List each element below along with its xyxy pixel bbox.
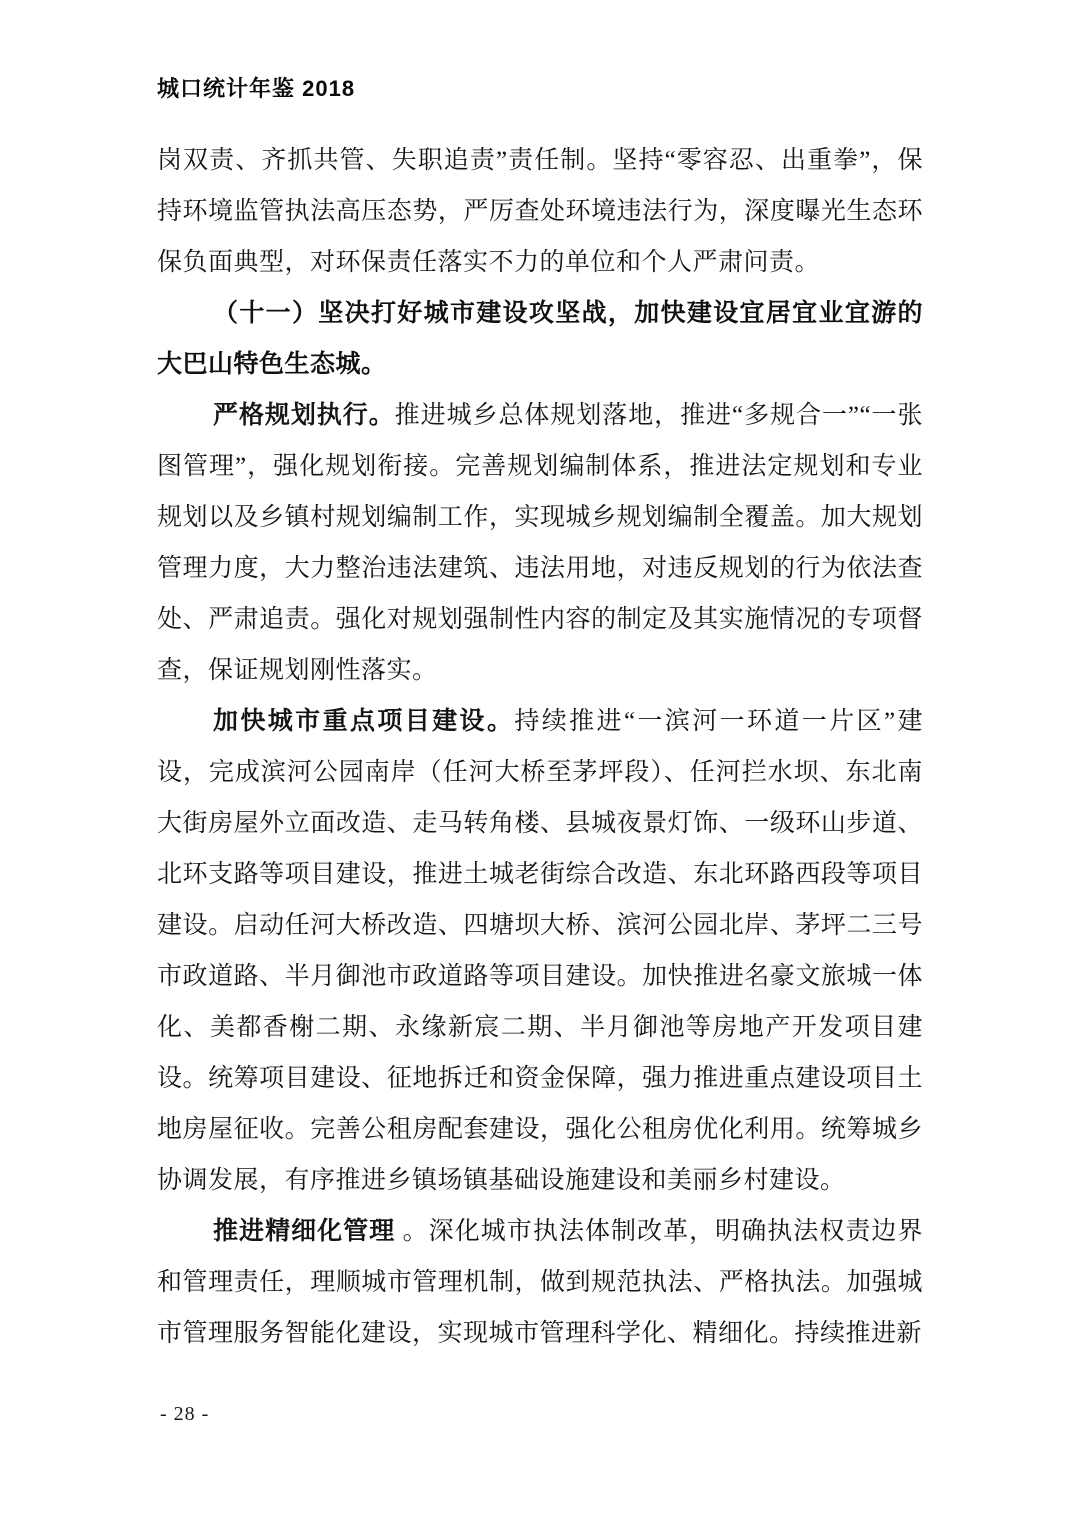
text-run: 加快城市重点项目建设。 xyxy=(213,707,515,735)
paragraph xyxy=(157,696,923,1206)
paragraph xyxy=(157,1206,923,1359)
paragraph xyxy=(157,288,923,390)
text-run: 推进城乡总体规划落地，推进“多规合一”“一张图管理”，强化规划衔接。完善规划编制体系，推进法定规划和专业规划以及乡镇村规划编制工作，实现城乡规划编制全覆盖。加大规划管理力度，大力整治违法建筑、违法用地，对违反规划的行为依法查处、严肃追责。强化对规划强制性内容的制定及其实施情况的专项督查，保证规划刚性落实。 xyxy=(157,402,923,684)
document-body xyxy=(157,135,923,1359)
paragraph xyxy=(157,390,923,696)
text-run: 岗双责、齐抓共管、失职追责”责任制。坚持“零容忍、出重拳”，保持环境监管执法高压态势，严厉查处环境违法行为，深度曝光生态环保负面典型，对环保责任落实不力的单位和个人严肃问责。 xyxy=(157,147,923,276)
text-run: 推进精细化管理 xyxy=(213,1217,396,1245)
paragraph xyxy=(157,135,923,288)
page-header-title: 城口统计年鉴 2018 xyxy=(157,76,356,101)
text-run: 严格规划执行。 xyxy=(213,401,395,429)
text-run: （十一）坚决打好城市建设攻坚战，加快建设宜居宜业宜游的大巴山特色生态城。 xyxy=(157,300,923,378)
text-run: 持续推进“一滨河一环道一片区”建设，完成滨河公园南岸（任河大桥至茅坪段）、任河拦水坝、东北南大街房屋外立面改造、走马转角楼、县城夜景灯饰、一级环山步道、北环支路等项目建设，推进土城老街综合改造、东北环路西段等项目建设。启动任河大桥改造、四塘坝大桥、滨河公园北岸、茅坪二三号市政道路、半月御池市政道路等项目建设。加快推进名豪文旅城一体化、美都香榭二期、永缘新宸二期、半月御池等房地产开发项目建设。统筹项目建设、征地拆迁和资金保障，强力推进重点建设项目土地房屋征收。完善公租房配套建设，强化公租房优化利用。统筹城乡协调发展，有序推进乡镇场镇基础设施建设和美丽乡村建设。 xyxy=(157,708,923,1194)
page-number: - 28 - xyxy=(160,1403,210,1425)
text-run: 。深化城市执法体制改革，明确执法权责边界和管理责任，理顺城市管理机制，做到规范执法、严格执法。加强城市管理服务智能化建设，实现城市管理科学化、精细化。持续推进新 xyxy=(157,1218,923,1347)
